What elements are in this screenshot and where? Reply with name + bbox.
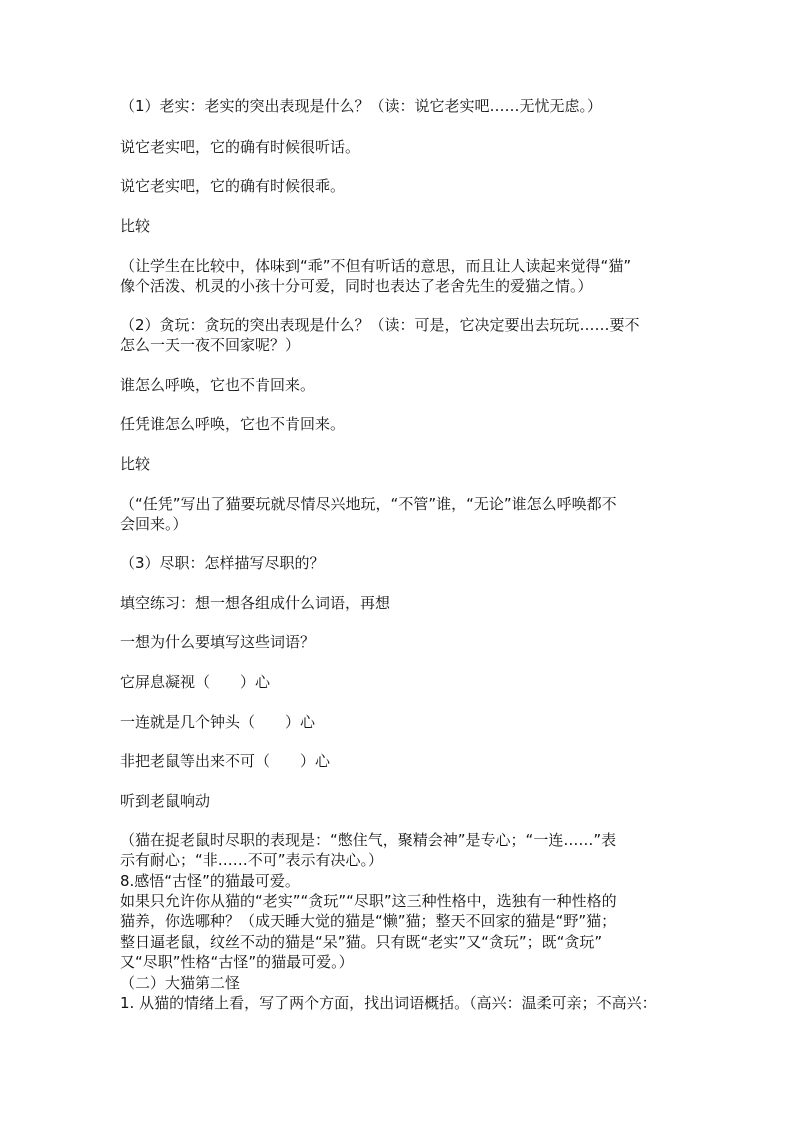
- section-label: 比较: [120, 455, 151, 473]
- paragraph-line: 像个活泼、机灵的小孩十分可爱，同时也表达了老舍先生的爱猫之情。）: [120, 277, 593, 295]
- paragraph-line: （3）尽职：怎样描写尽职的？: [120, 554, 325, 572]
- paragraph-line: （猫在捉老鼠时尽职的表现是：“憋住气，聚精会神”是专心；“一连……”表: [120, 831, 617, 849]
- paragraph-line: 任凭谁怎么呼唤，它也不肯回来。: [120, 415, 346, 433]
- paragraph-line: （“任凭”写出了猫要玩就尽情尽兴地玩，“不管”谁，“无论”谁怎么呼唤都不: [120, 495, 617, 513]
- paragraph-line: （2）贪玩：贪玩的突出表现是什么？（读：可是，它决定要出去玩玩……要不: [120, 316, 640, 334]
- fill-blank-line: 非把老鼠等出来不可（ ）心: [120, 752, 331, 770]
- paragraph-line: 一想为什么要填写这些词语？: [120, 633, 316, 651]
- fill-blank-line: 一连就是几个钟头（ ）心: [120, 713, 316, 731]
- paragraph-line: 猫养，你选哪种？（成天睡大觉的猫是“懒”猫；整天不回家的猫是“野”猫；: [120, 912, 617, 930]
- fill-blank-line: 它屏息凝视（ ）心: [120, 673, 271, 691]
- paragraph-line: 听到老鼠响动: [120, 792, 211, 810]
- section-label: 比较: [120, 217, 151, 235]
- paragraph-line: 说它老实吧，它的确有时候很听话。: [120, 138, 361, 156]
- paragraph-line: （1）老实：老实的突出表现是什么？（读：说它老实吧……无忧无虑。）: [120, 97, 603, 115]
- paragraph-line: 示有耐心；“非……不可”表示有决心。）: [120, 851, 384, 869]
- paragraph-line: 1. 从猫的情绪上看，写了两个方面，找出词语概括。（高兴：温柔可亲；不高兴：: [120, 994, 657, 1012]
- paragraph-line: 说它老实吧，它的确有时候很乖。: [120, 177, 346, 195]
- paragraph-line: 怎么一天一夜不回家呢？）: [120, 336, 301, 354]
- paragraph-line: （让学生在比较中，体味到“乖”不但有听话的意思，而且让人读起来觉得“猫”: [120, 257, 632, 275]
- paragraph-line: 如果只允许你从猫的“老实”“贪玩”“尽职”这三种性格中，选独有一种性格的: [120, 892, 617, 910]
- paragraph-line: 填空练习：想一想各组成什么词语，再想: [120, 594, 391, 612]
- paragraph-line: 整日逼老鼠，纹丝不动的猫是“呆”猫。只有既“老实”又“贪玩”；既“贪玩”: [120, 933, 603, 951]
- section-heading: （二）大猫第二怪: [120, 974, 241, 992]
- paragraph-line: 谁怎么呼唤，它也不肯回来。: [120, 376, 316, 394]
- paragraph-line: 会回来。）: [120, 515, 188, 533]
- paragraph-line: 8.感悟“古怪”的猫最可爱。: [120, 872, 300, 890]
- paragraph-line: 又“尽职”性格“古怪”的猫最可爱。）: [120, 953, 354, 971]
